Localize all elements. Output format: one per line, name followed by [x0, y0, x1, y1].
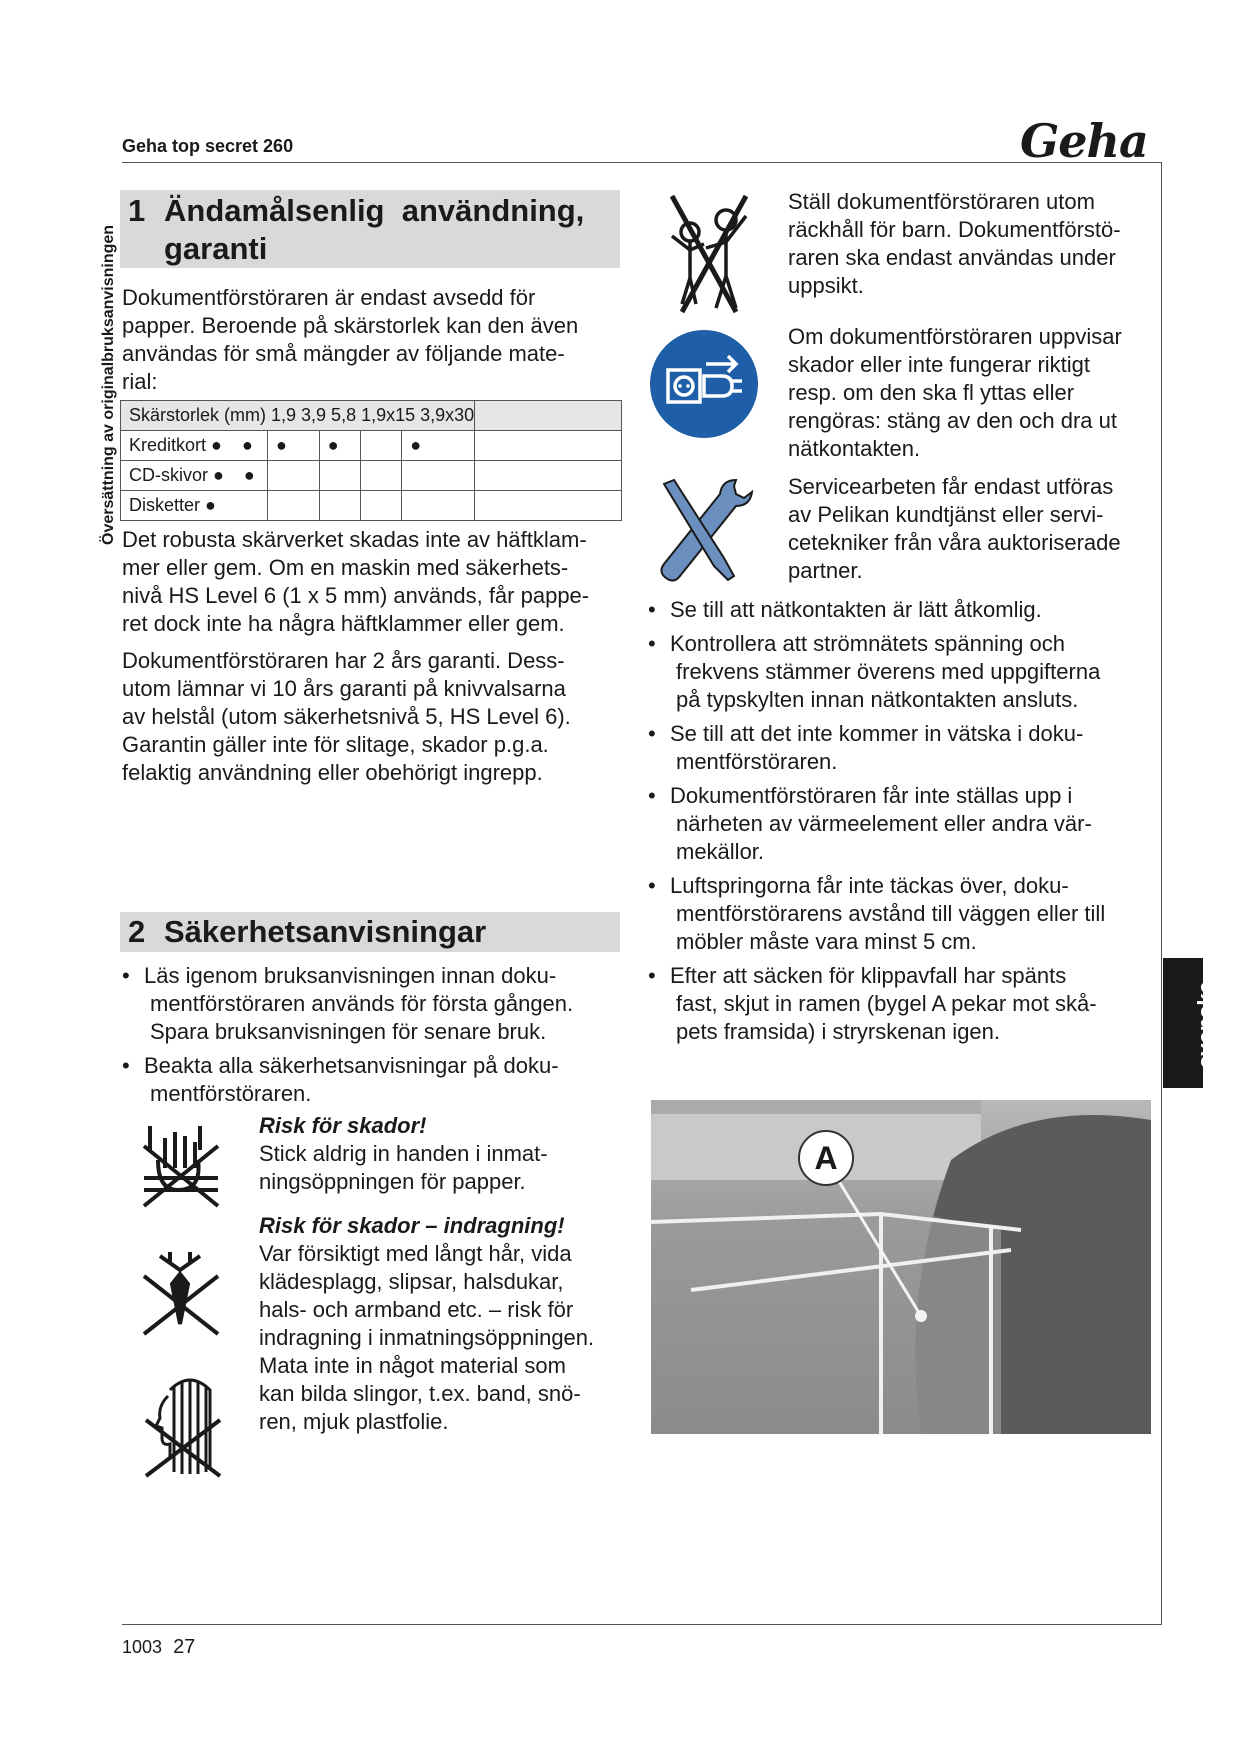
table-cell — [475, 461, 622, 491]
text-line: cetekniker från våra auktoriserade — [788, 530, 1121, 555]
footer — [122, 1636, 195, 1659]
table-row-label: Kreditkort ● ● — [121, 431, 268, 461]
text-line: Om dokumentförstöraren uppvisar — [788, 324, 1122, 349]
photo-label-a: A — [814, 1140, 838, 1176]
text-line: ningsöppningen för papper. — [259, 1169, 526, 1194]
geha-logo: Geha — [1020, 114, 1148, 168]
header-rule — [122, 162, 1162, 163]
text-line: partner. — [788, 558, 863, 583]
section2-heading — [120, 912, 620, 952]
table-cell: ● — [267, 431, 319, 461]
table-cell — [319, 491, 360, 521]
text-line: av helstål (utom säkerhetsnivå 5, HS Level 6). — [122, 704, 571, 729]
table-cell — [475, 401, 622, 431]
table-row-label: Disketter ● — [121, 491, 268, 521]
text-line: Var försiktigt med långt hår, vida — [259, 1241, 572, 1266]
table-cell — [267, 461, 319, 491]
waste-bag-frame-photo — [651, 1100, 1151, 1434]
text-line: Dokumentförstöraren har 2 års garanti. Dess- — [122, 648, 565, 673]
text-line: Det robusta skärverket skadas inte av häftklam- — [122, 527, 587, 552]
text-line: kan bilda slingor, t.ex. band, snö- — [259, 1381, 581, 1406]
section1-title-line2: garanti — [164, 231, 268, 266]
no-long-hair-icon — [140, 1370, 222, 1482]
list-item: • Kontrollera att strömnätets spänning och frekvens stämmer överens med uppgifterna på typskylten innan nätkontakten ansluts. — [648, 631, 1101, 712]
header-title: Geha top secret 260 — [122, 136, 294, 156]
text-line: Garantin gäller inte för slitage, skador p.g.a. — [122, 732, 549, 757]
photo-illustration — [651, 1100, 1151, 1434]
table-cell — [360, 431, 401, 461]
text-line: räckhåll för barn. Dokumentförstö- — [788, 217, 1121, 242]
service-note — [788, 473, 1158, 585]
list-item: • Se till att nätkontakten är lätt åtkomlig. — [648, 597, 1042, 622]
table-cell — [475, 491, 622, 521]
section1-heading — [120, 190, 620, 268]
text-line: Stick aldrig in handen i inmat- — [259, 1141, 548, 1166]
list-item: • Se till att det inte kommer in vätska i doku- mentförstöraren. — [648, 721, 1084, 774]
text-line: felaktig användning eller obehörigt ingrepp. — [122, 760, 543, 785]
no-tie-icon — [140, 1246, 222, 1338]
section1-title-line1: Ändamålsenlig användning, — [164, 193, 585, 228]
right-bullets — [648, 596, 1153, 1052]
table-row-label: CD-skivor ● ● — [121, 461, 268, 491]
unplug-instruction — [788, 323, 1158, 463]
warning-pullin-title: Risk för skador – indragning! — [259, 1213, 565, 1238]
text-line: indragning i inmatningsöppningen. — [259, 1325, 595, 1350]
table-cell: ● — [402, 431, 475, 461]
text-line: Mata inte in något material som — [259, 1353, 566, 1378]
text-line: raren ska endast användas under — [788, 245, 1116, 270]
section1-intro — [122, 284, 578, 396]
text-line: nätkontakten. — [788, 436, 921, 461]
table-header: Skärstorlek (mm) 1,9 3,9 5,8 1,9x15 3,9x30 — [121, 401, 475, 431]
table-cell — [319, 461, 360, 491]
footer-rule — [122, 1624, 1162, 1625]
text-line: resp. om den ska fl yttas eller — [788, 380, 1075, 405]
text-line: ren, mjuk plastfolie. — [259, 1409, 449, 1434]
no-children-icon — [660, 190, 756, 316]
table-row — [121, 431, 622, 461]
document-code: 1003 — [122, 1637, 163, 1657]
table-header-row — [121, 401, 622, 431]
table-cell — [360, 491, 401, 521]
section1-number: 1 — [128, 193, 146, 228]
section2-number: 2 — [128, 914, 146, 949]
text-line: uppsikt. — [788, 273, 864, 298]
text-line: rial: — [122, 369, 158, 394]
right-rule — [1161, 162, 1162, 1624]
text-line: papper. Beroende på skärstorlek kan den även — [122, 313, 579, 338]
table-cell: ● — [319, 431, 360, 461]
list-item: • Beakta alla säkerhetsanvisningar på doku- mentförstöraren. — [122, 1053, 559, 1106]
list-item: • Läs igenom bruksanvisningen innan doku- mentförstöraren används för första gången. Spara bruksanvisningen för senare bruk. — [122, 963, 574, 1044]
no-hand-icon — [140, 1120, 222, 1212]
list-item: • Dokumentförstöraren får inte ställas upp i närheten av värmeelement eller andra vär- mekällor. — [648, 783, 1092, 864]
text-line: mer eller gem. Om en maskin med säkerhets- — [122, 555, 569, 580]
warning-pullin — [259, 1212, 639, 1436]
text-line: utom lämnar vi 10 års garanti på knivvalsarna — [122, 676, 566, 701]
text-line: ret dock inte ha några häftklammer eller gem. — [122, 611, 565, 636]
table-cell — [402, 491, 475, 521]
unplug-icon — [648, 328, 760, 440]
list-item: • Efter att säcken för klippavfall har spänts fast, skjut in ramen (bygel A pekar mot skå- pets framsida) i stryrskenan igen. — [648, 963, 1097, 1044]
page-number: 27 — [173, 1636, 196, 1658]
warning-hand — [259, 1112, 629, 1196]
warning-hand-title: Risk för skador! — [259, 1113, 427, 1138]
table-row — [121, 461, 622, 491]
side-label: Översättning av originalbruksanvisningen — [100, 224, 117, 545]
table-cell — [360, 461, 401, 491]
text-line: Dokumentförstöraren är endast avsedd för — [122, 285, 536, 310]
section2-title: Säkerhetsanvisningar — [164, 914, 487, 949]
table-cell — [475, 431, 622, 461]
table-row — [121, 491, 622, 521]
section2-bullets — [122, 962, 622, 1114]
text-line: nivå HS Level 6 (1 x 5 mm) används, får pappe- — [122, 583, 590, 608]
text-line: av Pelikan kundtjänst eller servi- — [788, 502, 1104, 527]
text-line: skador eller inte fungerar riktigt — [788, 352, 1091, 377]
text-line: rengöras: stäng av den och dra ut — [788, 408, 1117, 433]
section1-para2 — [122, 526, 589, 638]
children-warning — [788, 188, 1158, 300]
text-line: användas för små mängder av följande mate- — [122, 341, 565, 366]
table-cell — [267, 491, 319, 521]
text-line: Servicearbeten får endast utföras — [788, 474, 1114, 499]
service-tools-icon — [652, 474, 756, 588]
language-tab-label: svenska — [1193, 981, 1218, 1068]
section1-para3 — [122, 647, 571, 787]
text-line: hals- och armband etc. – risk för — [259, 1297, 574, 1322]
list-item: • Luftspringorna får inte täckas över, doku- mentförstörarens avstånd till väggen eller till möbler måste vara minst 5 cm. — [648, 873, 1106, 954]
text-line: klädesplagg, slipsar, halsdukar, — [259, 1269, 564, 1294]
language-tab — [1163, 958, 1218, 1088]
cut-size-table — [120, 400, 622, 521]
text-line: Ställ dokumentförstöraren utom — [788, 189, 1095, 214]
table-cell — [402, 461, 475, 491]
